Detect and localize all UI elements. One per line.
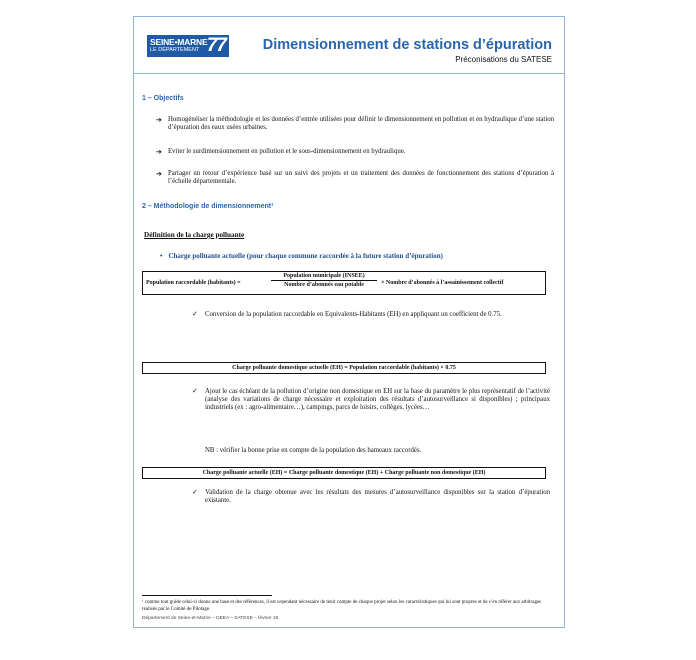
fraction-denominator: Nombre d’abonnés eau potable xyxy=(284,282,364,288)
document-title: Dimensionnement de stations d’épuration xyxy=(262,37,552,53)
formula-left: Population raccordable (habitants) = xyxy=(146,280,241,286)
section-methodologie-title: 2 – Méthodologie de dimensionnement¹ xyxy=(142,203,274,210)
logo-number: 77 xyxy=(206,35,226,56)
document-subtitle: Préconisations du SATESE xyxy=(455,55,552,64)
page-footer: Département de Seine-et-Marne – DEEA – SATESE – février 19 xyxy=(142,616,279,621)
footnote: ¹ comme tout guide celui-ci donne une base et des références, il est cependant nécessaire de tenir compte de chaque projet selon les caractéristiques qui lui sont propres et de s’en référer aux arbitrages réalisés par le Comité de Pilotage. xyxy=(142,600,542,612)
objective-text: Partager un retour d’expérience basé sur un suivi des projets et un traitement des données de fonctionnement des stations d’épuration à l’échelle départementale. xyxy=(168,170,554,185)
population-formula-box xyxy=(142,271,546,295)
domestic-charge-formula-box: Charge polluante domestique actuelle (EH) = Population raccordable (habitants) × 0.75 xyxy=(142,362,546,374)
charge-actuelle-heading xyxy=(160,252,443,260)
arrow-right-icon: ➔ xyxy=(156,148,162,156)
charge-definition-heading: Définition de la charge polluante xyxy=(144,231,245,239)
nb-note: NB : vérifier la bonne prise en compte de la population des hameaux raccordés. xyxy=(205,447,422,454)
department-logo xyxy=(147,35,229,57)
check-text: Conversion de la population raccordable en Equivalents-Habitants (EH) en appliquant un coefficient de 0.75. xyxy=(205,311,502,318)
document-page xyxy=(133,16,565,628)
charge-actuelle-label: Charge polluante actuelle (pour chaque commune raccordée à la future station d’épuration) xyxy=(168,252,443,260)
section-objectifs-title: 1 – Objectifs xyxy=(142,95,184,102)
checkmark-icon: ✓ xyxy=(192,489,198,496)
checkmark-icon: ✓ xyxy=(192,311,198,318)
objective-text: Homogénéiser la méthodologie et les données d’entrée utilisées pour définir le dimensionnement en pollution et en hydraulique d’une station d’épuration des eaux usées urbaines. xyxy=(168,116,554,131)
bullet-dot-icon: • xyxy=(160,252,163,260)
footnote-divider xyxy=(142,595,272,596)
logo-name: SEINE•MARNE xyxy=(150,37,208,47)
document-header xyxy=(134,17,564,73)
arrow-right-icon: ➔ xyxy=(156,116,162,124)
formula-fraction xyxy=(271,273,377,288)
formula-right: × Nombre d’abonnés à l’assainissement collectif xyxy=(381,280,504,286)
arrow-right-icon: ➔ xyxy=(156,170,162,178)
header-divider xyxy=(134,73,564,74)
checkmark-icon: ✓ xyxy=(192,388,198,395)
check-text: Ajout le cas échéant de la pollution d’origine non domestique en EH sur la base du paramètre le plus représentatif de l’activité (analyse des variations de charge nécessaire et exploitation des résultats d’autosurveillance si disponibles) ; principaux industriels (ex : agro-alimentaire…), campings, parcs de loisirs, collèges, lycées… xyxy=(205,388,550,411)
objective-text: Eviter le surdimensionnement en pollution et le sous-dimensionnement en hydraulique. xyxy=(168,148,406,155)
check-text: Validation de la charge obtenue avec les résultats des mesures d’autosurveillance disponibles sur la station d’épuration existante. xyxy=(205,489,550,504)
total-charge-formula-box: Charge polluante actuelle (EH) = Charge polluante domestique (EH) + Charge polluante non domestique (EH) xyxy=(142,467,546,479)
logo-subtitle: LE DÉPARTEMENT xyxy=(150,47,200,53)
fraction-numerator: Population municipale (INSEE) xyxy=(271,273,377,281)
